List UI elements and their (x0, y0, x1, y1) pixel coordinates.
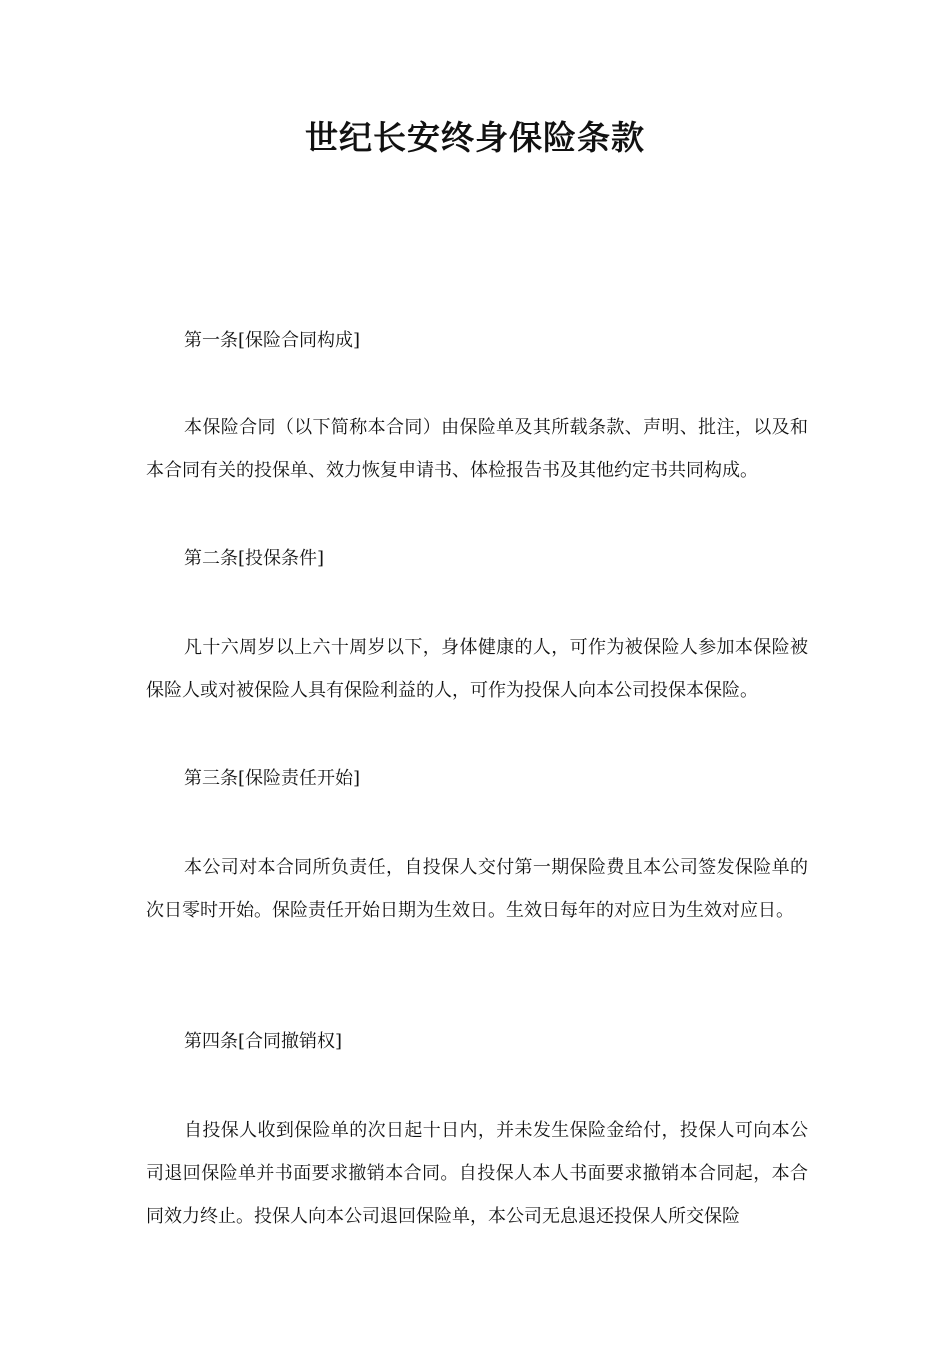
section-body-2: 凡十六周岁以上六十周岁以下，身体健康的人，可作为被保险人参加本保险被保险人或对被保险人具有保险利益的人，可作为投保人向本公司投保本保险。 (146, 637, 808, 701)
section-heading-2: 第二条[投保条件] (184, 548, 325, 569)
section-body-1: 本保险合同（以下简称本合同）由保险单及其所载条款、声明、批注，以及和本合同有关的投保单、效力恢复申请书、体检报告书及其他约定书共同构成。 (146, 417, 808, 481)
section-heading-4: 第四条[合同撤销权] (184, 1031, 343, 1052)
section-body-4: 自投保人收到保险单的次日起十日内，并未发生保险金给付，投保人可向本公司退回保险单并书面要求撤销本合同。自投保人本人书面要求撤销本合同起，本合同效力终止。投保人向本公司退回保险单，本公司无息退还投保人所交保险 (146, 1120, 808, 1227)
document-title: 世纪长安终身保险条款 (305, 118, 645, 157)
section-heading-3: 第三条[保险责任开始] (184, 768, 361, 789)
section-body-3: 本公司对本合同所负责任，自投保人交付第一期保险费且本公司签发保险单的次日零时开始。保险责任开始日期为生效日。生效日每年的对应日为生效对应日。 (146, 857, 808, 921)
section-heading-1: 第一条[保险合同构成] (184, 330, 361, 351)
